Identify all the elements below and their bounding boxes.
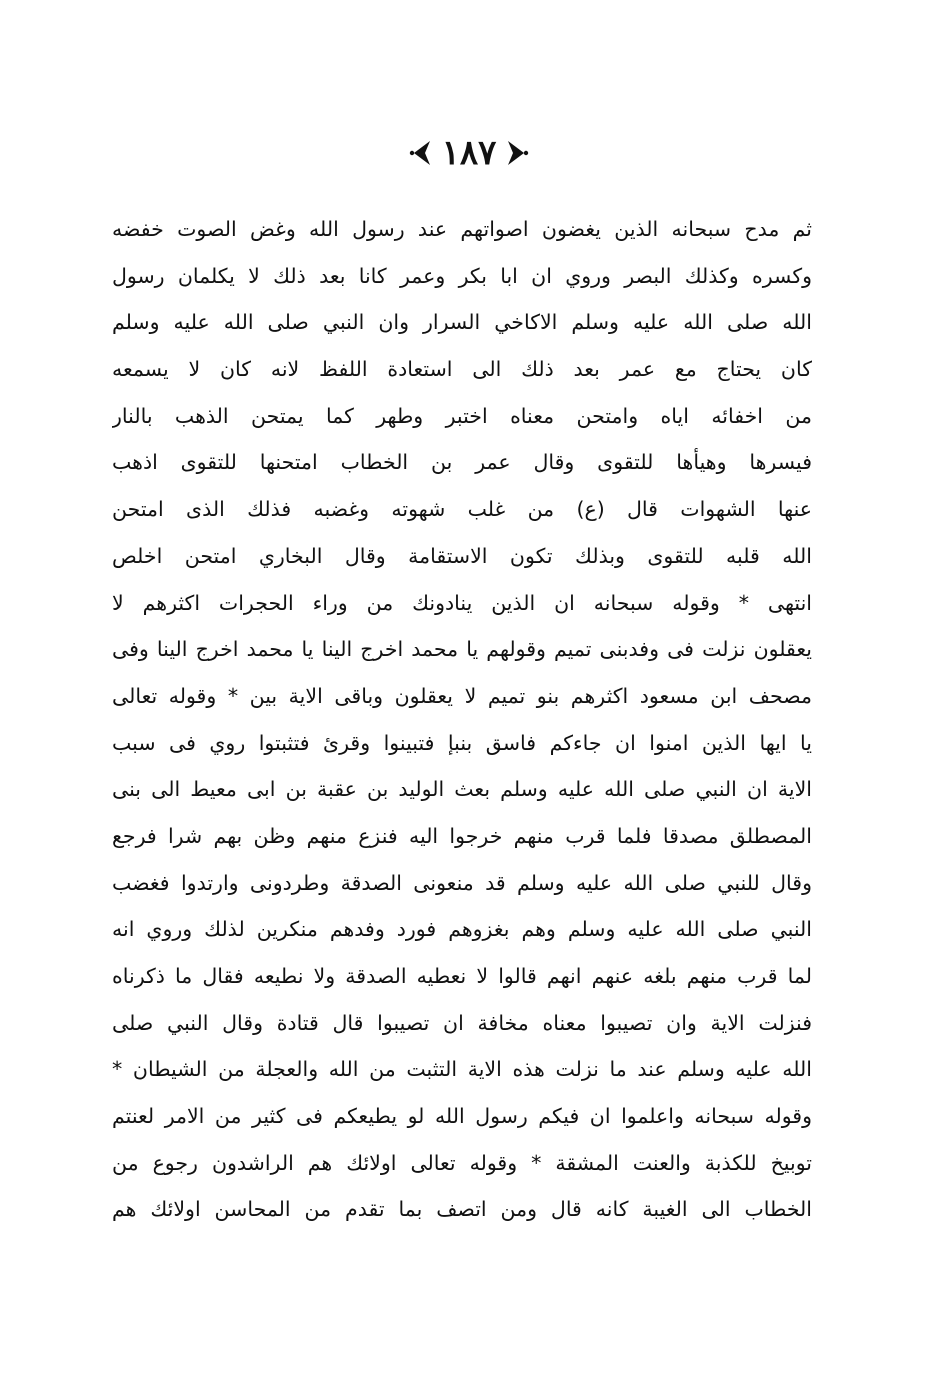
text-line: يا ايها الذين امنوا ان جاءكم فاسق بنبإ فتبينوا وقرئ فتثبتوا روي فى سبب (112, 730, 812, 755)
text-line: ثم مدح سبحانه الذين يغضون اصواتهم عند رسول الله وغض الصوت خفضه (112, 217, 812, 241)
text-line: عنها الشهوات قال (ع) من غلب شهوته وغضبه فذلك الذى امتحن (112, 497, 812, 522)
text-line: مصحف ابن مسعود اكثرهم بنو تميم لا يعقلون وباقى الاية بين * وقوله تعالى (112, 683, 812, 708)
text-line: وكسره وكذلك البصر وروي ان ابا بكر وعمر كانا بعد ذلك لا يكلمان رسول (112, 263, 812, 288)
text-line: لما قرب منهم بلغه عنهم انهم قالوا لا نعطيه الصدقة ولا نطيعه فقال ما ذكرناه (112, 964, 812, 988)
text-line: الاية ان النبي صلى الله عليه وسلم بعث الوليد بن عقبة بن ابى معيط الى بنى (112, 777, 812, 802)
text-line: الله قلبه للتقوى وبذلك تكون الاستقامة وقال البخاري امتحن اخلص (112, 543, 812, 568)
text-line: من اخفائه اياه وامتحن معناه اختبر وطهر كما يمتحن الذهب بالنار (112, 403, 812, 428)
ornament-right-icon (506, 138, 530, 168)
text-line: فنزلت الاية وان تصيبوا معناه مخافة ان تصيبوا قال قتادة وقال النبي صلى (112, 1010, 812, 1035)
text-line: وقوله سبحانه واعلموا ان فيكم رسول الله لو يطيعكم فى كثير من الامر لعنتم (112, 1104, 812, 1129)
text-line: انتهى * وقوله سبحانه ان الذين ينادونك من وراء الحجرات اكثرهم لا (112, 590, 812, 615)
page-number: ١٨٧ (441, 133, 497, 173)
ornament-left-icon (408, 138, 432, 168)
text-line: المصطلق مصدقا فلما قرب منهم خرجوا اليه فنزع منهم وظن بهم شرا فرجع (112, 823, 812, 848)
text-line: كان يحتاج مع عمر بعد ذلك الى استعادة اللفظ لانه كان لا يسمعه (112, 357, 812, 382)
page-header (0, 128, 938, 178)
text-line: الله صلى الله عليه وسلم الاكاخي السرار وان النبي صلى الله عليه وسلم (112, 310, 812, 335)
body-text (112, 206, 812, 1233)
text-line: يعقلون نزلت فى وفدبنى تميم وقولهم يا محمد اخرج الينا يا محمد اخرج الينا وفى (112, 637, 812, 662)
text-line: فيسرها وهيأها للتقوى وقال عمر بن الخطاب امتحنها للتقوى اذهب (112, 450, 812, 475)
text-line: الخطاب الى الغيبة كانه قال ومن اتصف بما تقدم من المحاسن اولائك هم (112, 1197, 812, 1222)
text-line: وقال للنبي صلى الله عليه وسلم قد منعونى الصدقة وطردونى وارتدوا فغضب (112, 870, 812, 895)
text-line: الله عليه وسلم عند ما نزلت هذه الاية التثبت من الله والعجلة من الشيطان * (112, 1057, 812, 1082)
text-line: النبي صلى الله عليه وسلم وهم بغزوهم فورد وفدهم منكرين لذلك وروي انه (112, 917, 812, 942)
text-line: توبيخ للكذبة والعنت المشقة * وقوله تعالى اولائك هم الراشدون رجوع من (112, 1150, 812, 1175)
